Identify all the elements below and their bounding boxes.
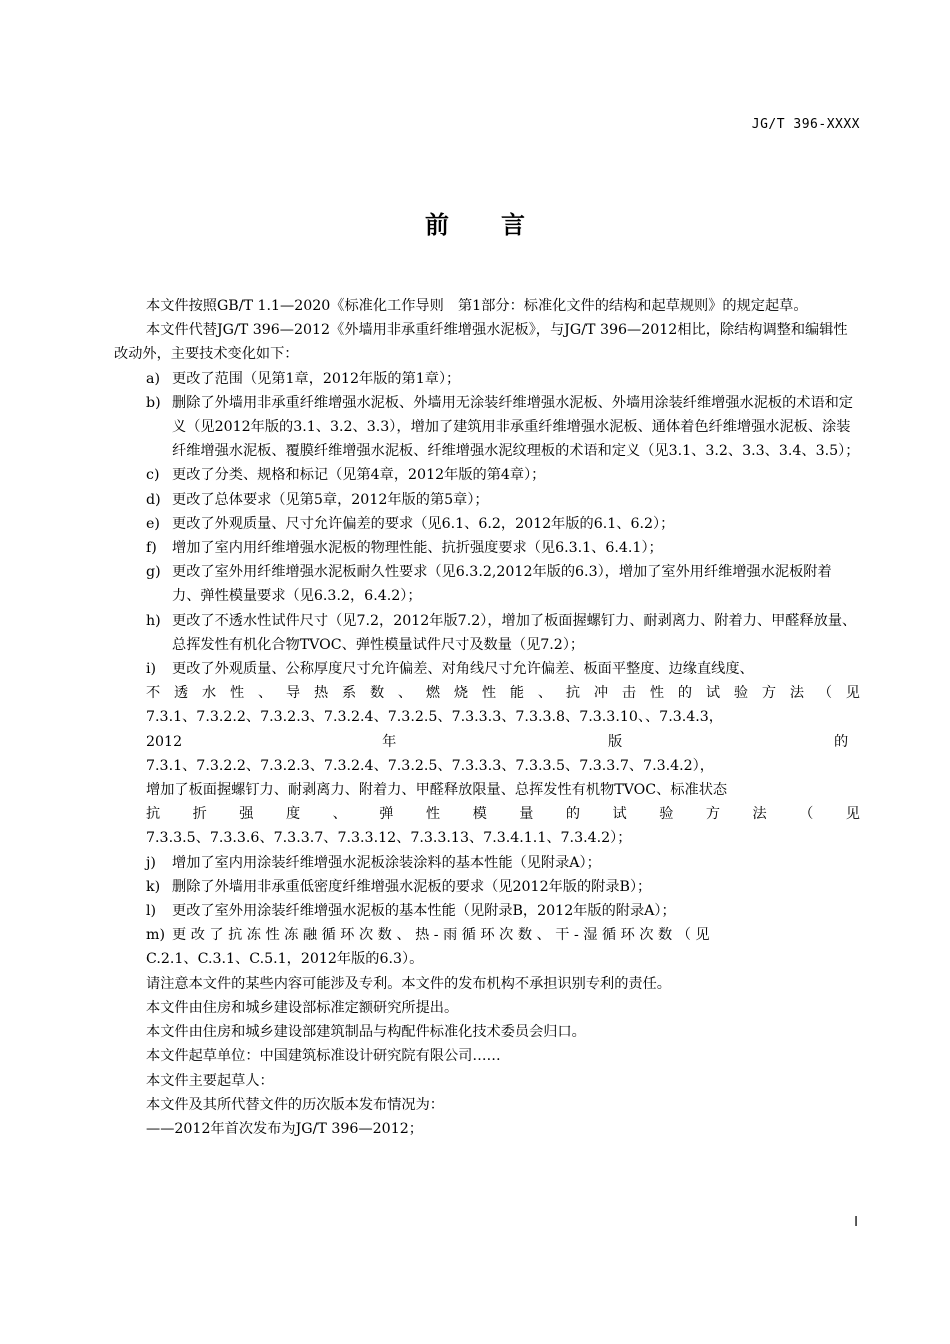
list-item-text: 更改了室外用纤维增强水泥板耐久性要求（见6.3.2,2012年版的6.3），增加了室外用纤维增强水泥板附着力、弹性模量要求（见6.3.2，6.4.2）；: [172, 564, 832, 605]
list-item-line: 7.3.1、7.3.2.2、7.3.2.3、7.3.2.4、7.3.2.5、7.3.3.3、7.3.3.5、7.3.3.7、7.3.4.2），: [146, 757, 714, 774]
list-marker: a): [146, 370, 160, 387]
list-item-line: 增加了板面握螺钉力、耐剥离力、附着力、甲醛释放限量、总挥发性有机物TVOC、标准状态: [146, 782, 728, 799]
list-marker: i): [146, 661, 157, 678]
list-item-line: 7.3.1、7.3.2.2、7.3.2.3、7.3.2.4、7.3.2.5、7.3.3.3、7.3.3.8、7.3.3.10、、7.3.4.3，: [146, 709, 723, 726]
list-item-line: 7.3.3.5、7.3.3.6、7.3.3.7、7.3.3.12、7.3.3.13、7.3.4.1.1、7.3.4.2）；: [146, 830, 632, 847]
list-marker: l): [146, 903, 157, 920]
committee-statement: 本文件由住房和城乡建设部建筑制品与构配件标准化技术委员会归口。: [146, 1024, 586, 1041]
list-item: [146, 463, 860, 487]
list-item-m: [146, 923, 860, 971]
list-item-text: 更改了外观质量、尺寸允许偏差的要求（见6.1、6.2，2012年版的6.1、6.2）；: [172, 515, 675, 532]
list-item: [146, 851, 860, 875]
list-item-text: 更改了不透水性试件尺寸（见7.2，2012年版7.2），增加了板面握螺钉力、耐剥离力、附着力、甲醛释放量、总挥发性有机化合物TVOC、弹性模量试件尺寸及数量（见7.2）；: [172, 612, 857, 653]
proposer-statement: 本文件由住房和城乡建设部标准定额研究所提出。: [146, 999, 459, 1016]
list-marker: d): [146, 491, 161, 508]
drafting-unit: 本文件起草单位：中国建筑标准设计研究院有限公司……: [146, 1048, 501, 1065]
list-item-line: 2012 年 版 的: [172, 730, 860, 754]
list-marker: m): [146, 927, 165, 944]
main-drafters: 本文件主要起草人：: [146, 1072, 274, 1089]
list-item-text: 更 改 了 抗 冻 性 冻 融 循 环 次 数 、 热 - 雨 循 环 次 数 、 干 - 湿 循 环 次 数 （ 见: [172, 927, 710, 944]
list-item: [146, 609, 860, 657]
list-item: [146, 512, 860, 536]
intro-paragraph-1: 本文件按照GB/T 1.1—2020《标准化工作导则 第1部分：标准化文件的结构和起草规则》的规定起草。: [146, 298, 808, 314]
version-history-heading: 本文件及其所代替文件的历次版本发布情况为：: [146, 1096, 444, 1113]
patent-notice: 请注意本文件的某些内容可能涉及专利。本文件的发布机构不承担识别专利的责任。: [146, 975, 671, 992]
list-marker: j): [146, 854, 156, 871]
page-number: I: [854, 1215, 858, 1230]
list-marker: k): [146, 878, 161, 895]
line-word: 2012: [146, 733, 183, 750]
list-item: [146, 367, 860, 391]
list-item: [146, 560, 860, 608]
page-title: 前言: [425, 211, 577, 239]
list-item-text: 更改了外观质量、公称厚度尺寸允许偏差、对角线尺寸允许偏差、板面平整度、边缘直线度、: [172, 661, 754, 678]
list-item-text: 更改了室外用涂装纤维增强水泥板的基本性能（见附录B，2012年版的附录A）；: [172, 903, 676, 920]
list-marker: h): [146, 612, 161, 629]
list-item-text: 更改了范围（见第1章，2012年版的第1章）；: [172, 370, 461, 387]
document-code: JG/T 396-XXXX: [751, 117, 860, 132]
list-item-i: [146, 657, 860, 851]
list-item-text: 更改了分类、规格和标记（见第4章，2012年版的第4章）；: [172, 467, 546, 484]
version-history-item: ——2012年首次发布为JG/T 396—2012；: [146, 1120, 423, 1137]
list-marker: b): [146, 394, 161, 411]
list-marker: f): [146, 540, 157, 557]
list-item-line: C.2.1、C.3.1、C.5.1，2012年版的6.3）。: [146, 951, 424, 968]
list-item-text: 增加了室内用纤维增强水泥板的物理性能、抗折强度要求（见6.3.1、6.4.1）；: [172, 540, 663, 557]
list-item-line: 不 透 水 性 、 导 热 系 数 、 燃 烧 性 能 、 抗 冲 击 性 的 试 验 方 法 （ 见: [146, 685, 860, 702]
list-item: [146, 875, 860, 899]
list-item-text: 增加了室内用涂装纤维增强水泥板涂装涂料的基本性能（见附录A）；: [172, 854, 601, 871]
change-list: [146, 367, 860, 972]
list-item-text: 更改了总体要求（见第5章，2012年版的第5章）；: [172, 491, 489, 508]
list-marker: e): [146, 515, 160, 532]
list-item: [146, 899, 860, 923]
foreword-body: [114, 294, 860, 1141]
list-marker: c): [146, 467, 160, 484]
list-item-text: 删除了外墙用非承重低密度纤维增强水泥板的要求（见2012年版的附录B）；: [172, 878, 652, 895]
list-marker: g): [146, 564, 161, 581]
list-item: [146, 488, 860, 512]
intro-paragraph-2: 本文件代替JG/T 396—2012《外墙用非承重纤维增强水泥板》，与JG/T 396—2012相比，除结构调整和编辑性改动外，主要技术变化如下：: [114, 322, 848, 363]
list-item-line: 抗 折 强 度 、 弹 性 模 量 的 试 验 方 法 （ 见: [146, 806, 860, 823]
list-item-text: 删除了外墙用非承重纤维增强水泥板、外墙用无涂装纤维增强水泥板、外墙用涂装纤维增强水泥板的术语和定义（见2012年版的3.1、3.2、3.3），增加了建筑用非承重纤维增强水泥板、通体着色纤维增强水泥板、涂装纤维增强水泥板、覆膜纤维增强水泥板、纤维增强水泥纹理板的术语和定义（见3.1、3.2、3.3、3.4、3.5）；: [172, 394, 860, 460]
list-item: [146, 391, 860, 464]
list-item: [146, 536, 860, 560]
